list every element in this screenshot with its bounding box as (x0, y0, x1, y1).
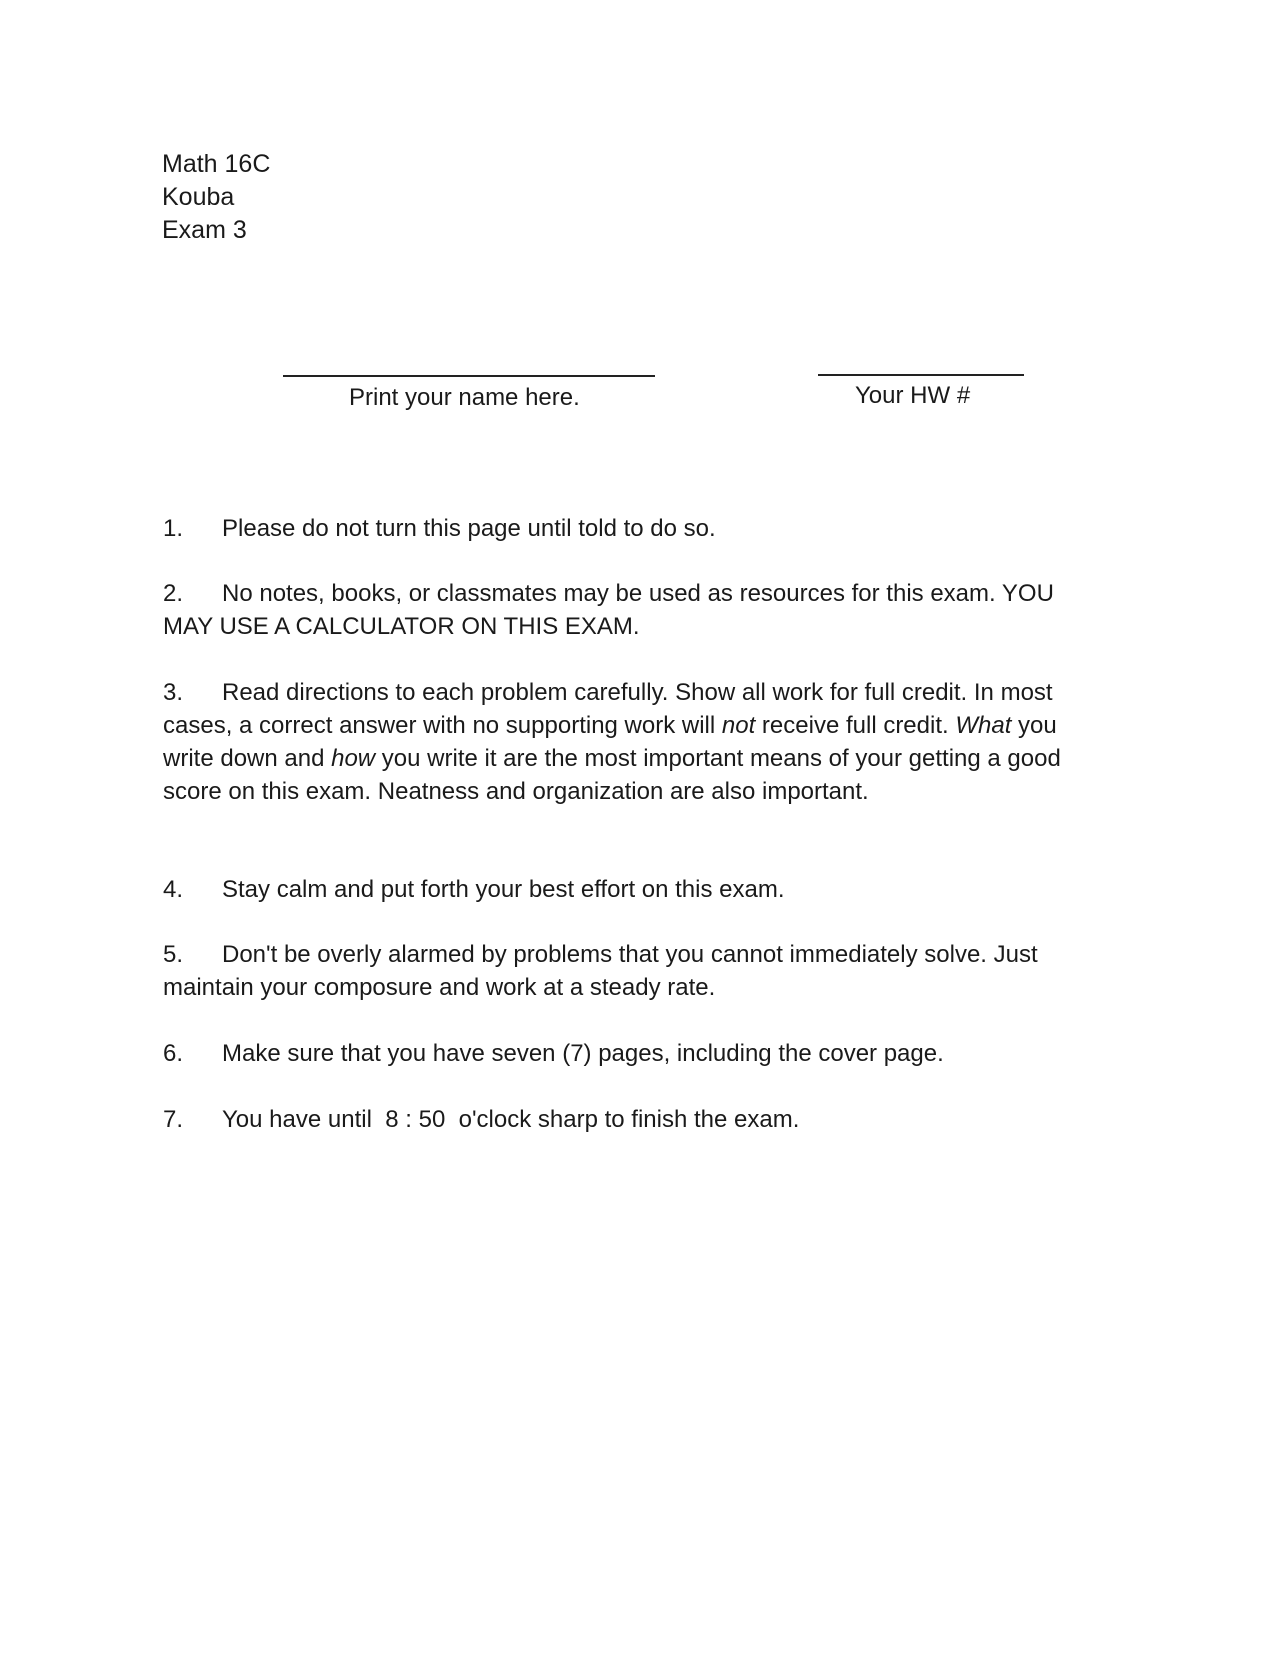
course-name: Math 16C (162, 150, 271, 178)
instruction-item (163, 676, 1063, 808)
instruction-text: Please do not turn this page until told to do so. (222, 515, 716, 542)
instruction-item (163, 1103, 1063, 1136)
instruction-number: 7. (163, 1106, 184, 1133)
instruction-text: Make sure that you have seven (7) pages, including the cover page. (222, 1040, 944, 1067)
instruction-item (163, 873, 1063, 906)
instruction-text: No notes, books, or classmates may be used as resources for this exam. YOU MAY USE A CALCULATOR ON THIS EXAM. (163, 580, 1054, 640)
instruction-item (163, 938, 1063, 1004)
name-line[interactable] (283, 375, 655, 377)
instruction-text: Read directions to each problem carefully. Show all work for full credit. In most cases, a correct answer with no supporting work will (163, 679, 1053, 739)
instruction-text: You have until 8 : 50 o'clock sharp to finish the exam. (222, 1106, 800, 1133)
hw-field-label: Your HW # (855, 382, 971, 409)
name-field-label: Print your name here. (349, 384, 580, 411)
instruction-number: 1. (163, 515, 184, 542)
instruction-emphasis: What (955, 712, 1012, 739)
instruction-item (163, 1037, 1063, 1070)
hw-number-line[interactable] (818, 374, 1024, 376)
instruction-number: 2. (163, 580, 184, 607)
instruction-text: you write down and (163, 712, 1057, 772)
instruction-number: 5. (163, 941, 184, 968)
instruction-emphasis: how (331, 745, 376, 772)
instruction-item (163, 577, 1063, 643)
instruction-text: receive full credit. (755, 712, 956, 739)
instruction-number: 4. (163, 876, 184, 903)
instruction-emphasis: not (721, 712, 756, 739)
instruction-text: Don't be overly alarmed by problems that you cannot immediately solve. Just maintain your composure and work at a steady rate. (163, 941, 1038, 1001)
exam-header (162, 148, 270, 247)
instructor-name: Kouba (162, 183, 235, 211)
instruction-number: 3. (163, 679, 184, 706)
exam-title: Exam 3 (162, 216, 247, 244)
instruction-number: 6. (163, 1040, 184, 1067)
instruction-text: Stay calm and put forth your best effort on this exam. (222, 876, 785, 903)
instruction-text: you write it are the most important means of your getting a good score on this exam. Neatness and organization are also important. (163, 745, 1061, 805)
instruction-item (163, 512, 1063, 545)
